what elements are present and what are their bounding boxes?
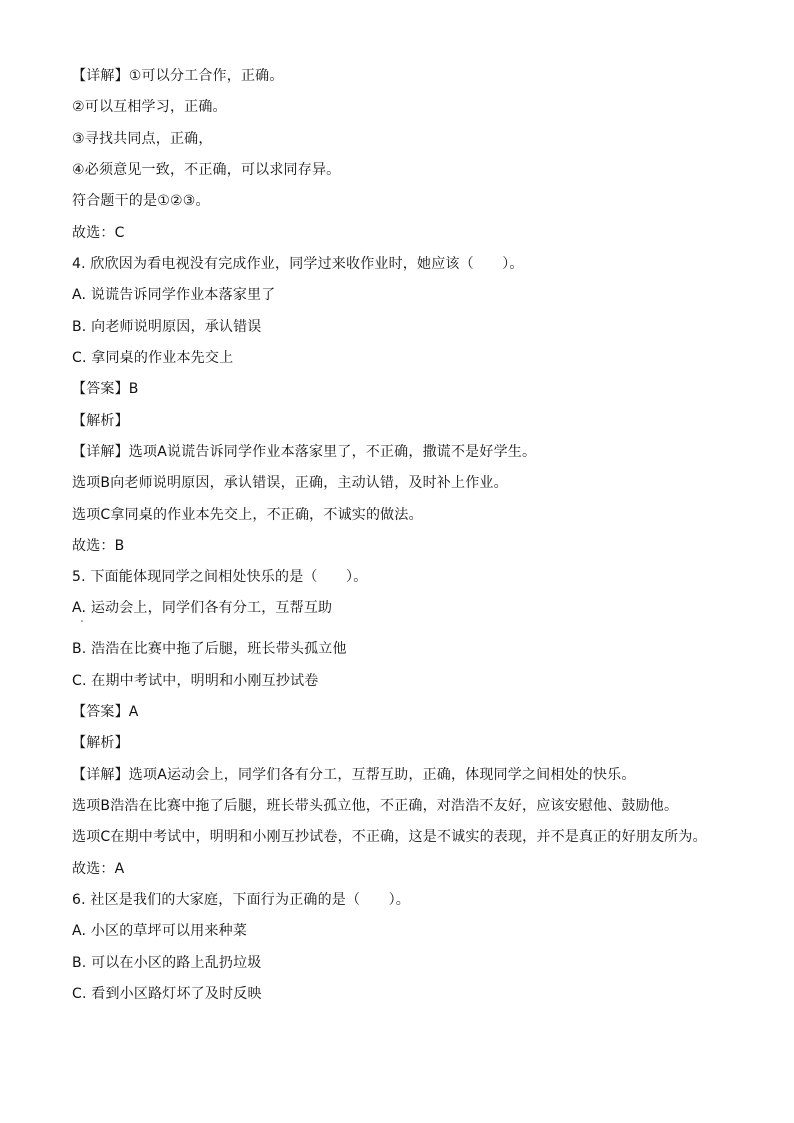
analysis-heading: 【解析】 bbox=[72, 735, 129, 751]
text-line: 故选：B bbox=[72, 538, 125, 554]
option-a: A. 说谎告诉同学作业本落家里了 bbox=[72, 287, 276, 303]
option-c: C. 在期中考试中，明明和小刚互抄试卷 bbox=[72, 673, 319, 689]
text-line: 选项C在期中考试中，明明和小刚互抄试卷，不正确，这是不诚实的表现，并不是真正的好朋友所为。 bbox=[72, 829, 707, 845]
text-line: 【详解】选项A运动会上，同学们各有分工，互帮互助，正确，体现同学之间相处的快乐。 bbox=[72, 767, 636, 783]
question-stem: 6. 社区是我们的大家庭，下面行为正确的是（ ）。 bbox=[72, 892, 411, 908]
question-stem: 5. 下面能体现同学之间相处快乐的是（ ）。 bbox=[72, 569, 368, 585]
option-c: C. 看到小区路灯坏了及时反映 bbox=[72, 986, 262, 1002]
text-line: 故选：A bbox=[72, 861, 125, 877]
text-line: ③寻找共同点，正确， bbox=[72, 131, 213, 147]
text-line: 选项B向老师说明原因，承认错误，正确，主动认错，及时补上作业。 bbox=[72, 475, 508, 491]
option-a: A. 小区的草坪可以用来种菜 bbox=[72, 923, 248, 939]
text-line: 【详解】选项A说谎告诉同学作业本落家里了，不正确，撒谎不是好学生。 bbox=[72, 444, 537, 460]
text-line: ②可以互相学习，正确。 bbox=[72, 99, 227, 115]
text-line: 【详解】①可以分工合作，正确。 bbox=[72, 68, 284, 84]
option-b: B. 浩浩在比赛中拖了后腿，班长带头孤立他 bbox=[72, 641, 347, 657]
analysis-heading: 【解析】 bbox=[72, 413, 129, 429]
text-line: 选项B浩浩在比赛中拖了后腿，班长带头孤立他，不正确，对浩浩不友好，应该安慰他、鼓励他。 bbox=[72, 798, 679, 814]
question-stem: 4. 欣欣因为看电视没有完成作业，同学过来收作业时，她应该（ ）。 bbox=[72, 256, 524, 272]
stray-dot bbox=[81, 620, 83, 622]
answer-line: 【答案】A bbox=[72, 704, 139, 720]
text-line: 故选：C bbox=[72, 225, 125, 241]
option-a: A. 运动会上，同学们各有分工，互帮互助 bbox=[72, 600, 333, 616]
option-b: B. 可以在小区的路上乱扔垃圾 bbox=[72, 955, 262, 971]
answer-line: 【答案】B bbox=[72, 381, 139, 397]
text-line: 选项C拿同桌的作业本先交上，不正确，不诚实的做法。 bbox=[72, 507, 423, 523]
text-line: ④必须意见一致，不正确，可以求同存异。 bbox=[72, 162, 341, 178]
option-b: B. 向老师说明原因，承认错误 bbox=[72, 319, 262, 335]
option-c: C. 拿同桌的作业本先交上 bbox=[72, 350, 234, 366]
text-line: 符合题干的是①②③。 bbox=[72, 193, 210, 209]
